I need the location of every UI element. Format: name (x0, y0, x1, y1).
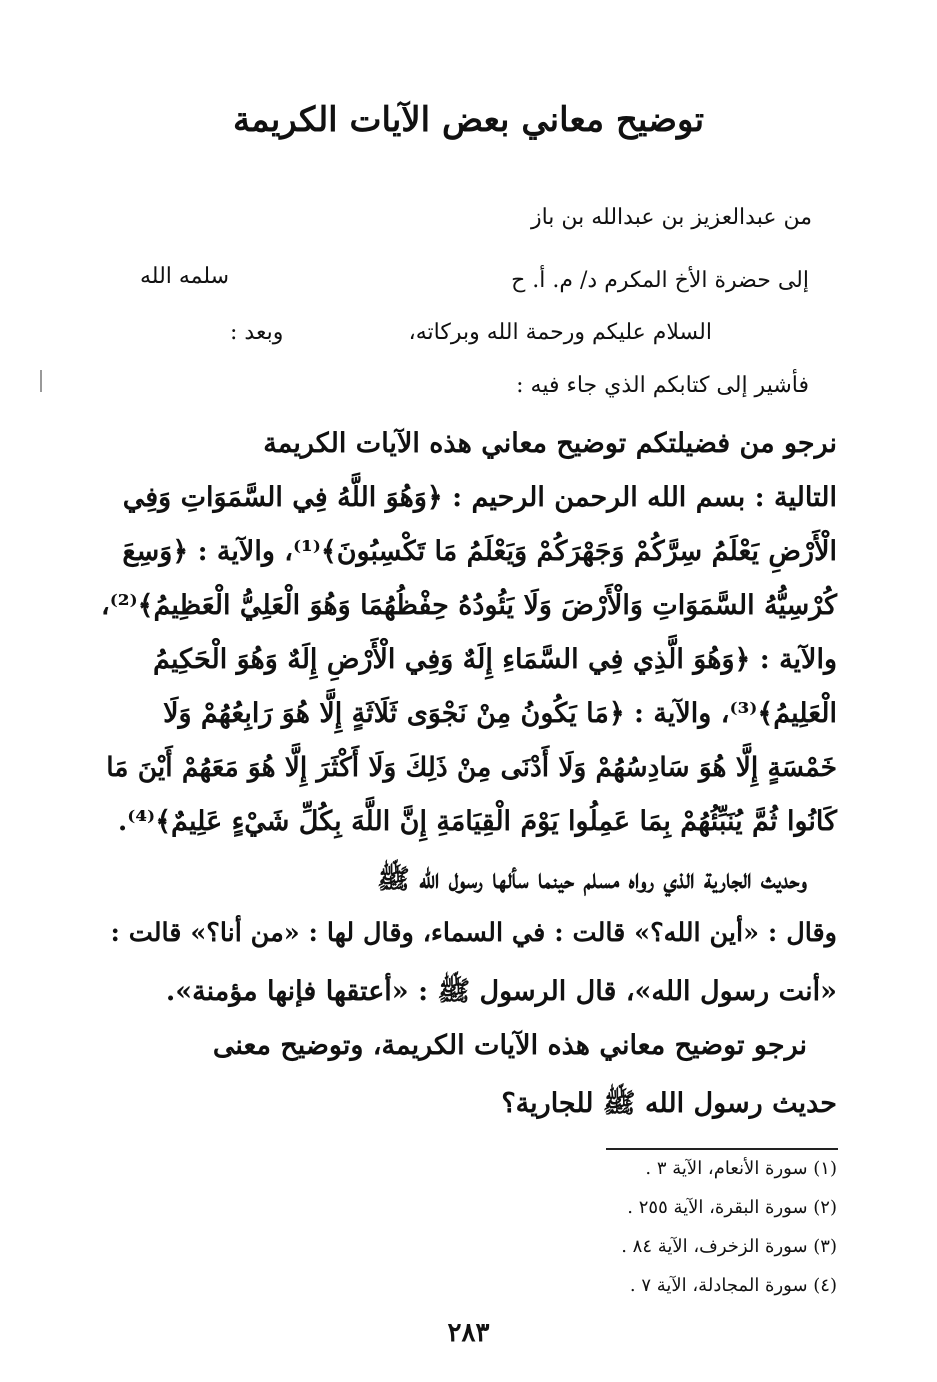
recipient-salutation: سلمه الله (140, 264, 230, 289)
body-line: كُرْسِيُّهُ السَّمَوَاتِ وَالْأَرْضَ وَلَا يَئُودُهُ حِفْظُهُمَا وَهُوَ الْعَلِيُّ الْعَظِيمُ﴾⁽²⁾، (101, 590, 837, 621)
body-line: كَانُوا ثُمَّ يُنَبِّئُهُمْ بِمَا عَمِلُوا يَوْمَ الْقِيَامَةِ إِنَّ اللَّهَ بِكُلِّ شَيْءٍ عَلِيمٌ﴾⁽⁴⁾. (117, 806, 837, 837)
footnote: (٣) سورة الزخرف، الآية ٨٤ . (621, 1236, 837, 1257)
body-line: التالية : بسم الله الرحمن الرحيم : ﴿وَهُوَ اللَّهُ فِي السَّمَوَاتِ وَفِي (122, 482, 837, 513)
footnote: (١) سورة الأنعام، الآية ٣ . (645, 1158, 837, 1179)
body-line: الْأَرْضِ يَعْلَمُ سِرَّكُمْ وَجَهْرَكُمْ وَيَعْلَمُ مَا تَكْسِبُونَ﴾⁽¹⁾، والآية : ﴿وَسِعَ (122, 536, 837, 567)
body-line: والآية : ﴿وَهُوَ الَّذِي فِي السَّمَاءِ إِلَهٌ وَفِي الْأَرْضِ إِلَهٌ وَهُوَ الْحَكِيمُ (153, 644, 837, 675)
page-title: توضيح معاني بعض الآيات الكريمة (232, 100, 705, 140)
footnote: (٤) سورة المجادلة، الآية ٧ . (629, 1275, 837, 1296)
body-line: «أنت رسول الله»، قال الرسول ﷺ : «أعتقها فإنها مؤمنة». (165, 976, 837, 1007)
footnote: (٢) سورة البقرة، الآية ٢٥٥ . (627, 1197, 837, 1218)
page-number: ٢٨٣ (447, 1318, 490, 1348)
margin-mark (40, 370, 42, 392)
sender-line: من عبدالعزيز بن عبدالله بن باز (530, 205, 812, 230)
body-line: الْعَلِيمُ﴾⁽³⁾، والآية : ﴿مَا يَكُونُ مِنْ نَجْوَى ثَلَاثَةٍ إِلَّا هُوَ رَابِعُهُمْ وَلَا (163, 698, 837, 729)
footnote-divider (606, 1148, 838, 1150)
body-line: وقال : «أين الله؟» قالت : في السماء، وقال لها : «من أنا؟» قالت : (110, 918, 837, 948)
body-line: نرجو توضيح معاني هذه الآيات الكريمة، وتوضيح معنى (212, 1030, 807, 1061)
recipient-line: إلى حضرة الأخ المكرم د/ م. أ. ح (511, 268, 809, 293)
body-line: وحديث الجارية الذي رواه مسلم حينما سألها رسول الله ﷺ (377, 864, 807, 895)
body-line: خَمْسَةٍ إِلَّا هُوَ سَادِسُهُمْ وَلَا أَدْنَى مِنْ ذَلِكَ وَلَا أَكْثَرَ إِلَّا هُوَ مَعَهُمْ أَيْنَ مَا (106, 752, 837, 783)
greeting-after: وبعد : (230, 320, 284, 345)
intro-line: فأشير إلى كتابكم الذي جاء فيه : (516, 373, 809, 398)
greeting-line: السلام عليكم ورحمة الله وبركاته، (408, 320, 712, 345)
body-line: نرجو من فضيلتكم توضيح معاني هذه الآيات الكريمة (263, 428, 837, 459)
body-line: حديث رسول الله ﷺ للجارية؟ (501, 1088, 837, 1119)
